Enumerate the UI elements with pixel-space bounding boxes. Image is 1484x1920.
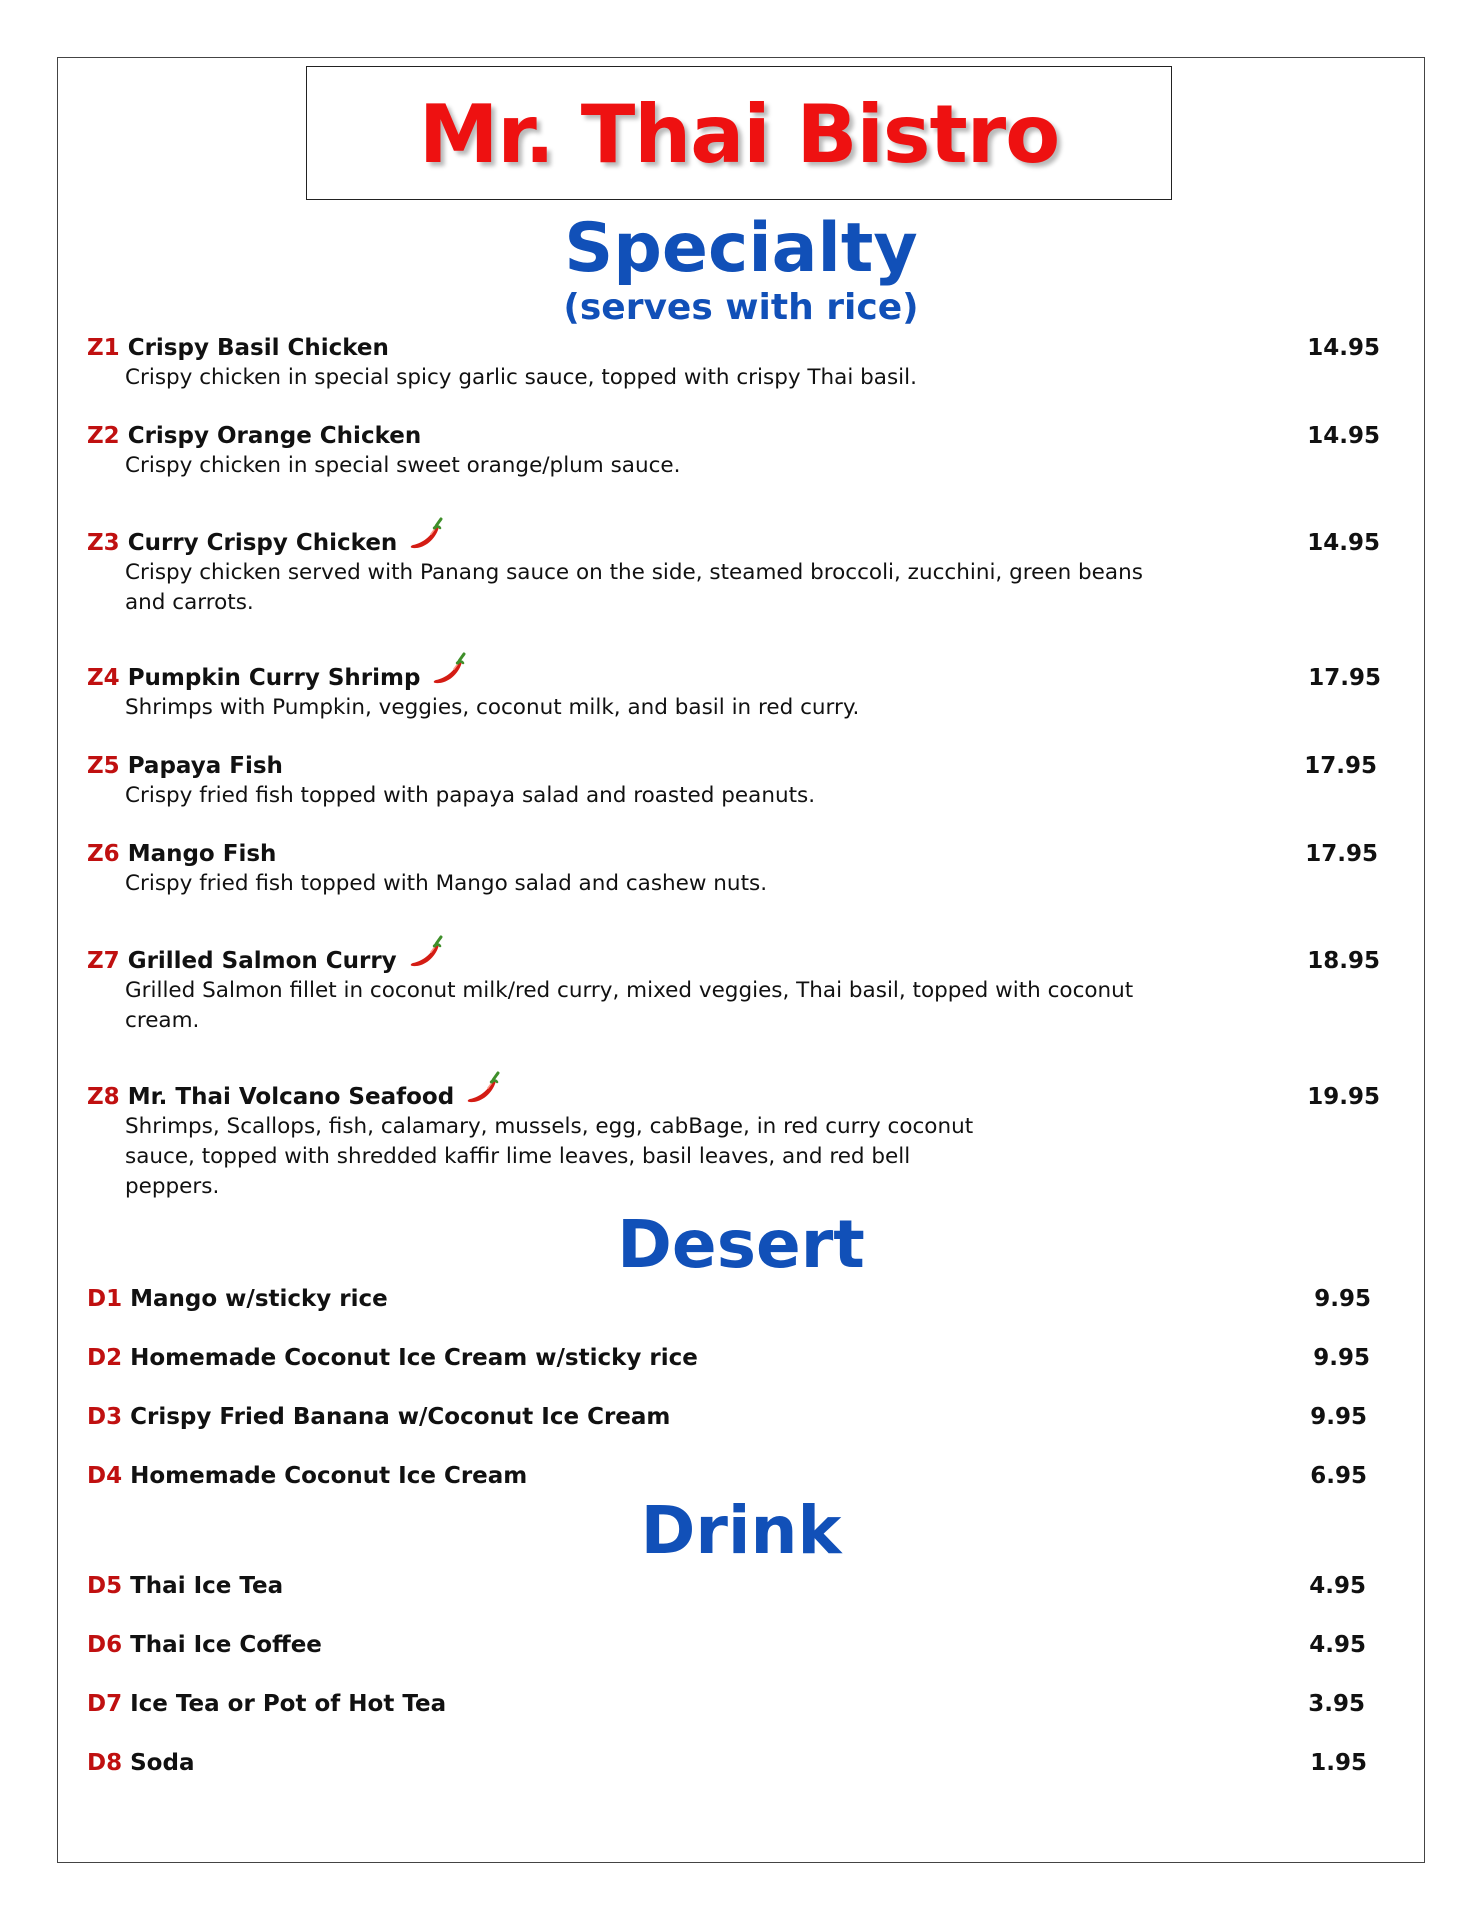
menu-item-d7 xyxy=(87,1689,1367,1719)
specialty-heading: Specialty xyxy=(564,209,918,288)
chili-pepper-icon xyxy=(407,934,449,972)
item-name: Ice Tea or Pot of Hot Tea xyxy=(130,1691,447,1717)
item-price: 4.95 xyxy=(1309,1632,1366,1658)
item-code: Z8 xyxy=(87,1084,120,1110)
menu-item-z2 xyxy=(87,421,1380,481)
menu-item-z1 xyxy=(87,333,1380,393)
item-name: Mr. Thai Volcano Seafood xyxy=(127,1084,455,1110)
restaurant-name: Mr. Thai Bistro xyxy=(418,88,1060,181)
item-code: D1 xyxy=(87,1286,123,1312)
menu-item-d1 xyxy=(87,1284,1371,1314)
menu-item-d4 xyxy=(87,1461,1367,1491)
item-description: Shrimps with Pumpkin, veggies, coconut milk, and basil in red curry. xyxy=(125,695,860,720)
chili-pepper-icon xyxy=(464,1070,506,1108)
item-description: Grilled Salmon fillet in coconut milk/red curry, mixed veggies, Thai basil, topped with coconut cream. xyxy=(125,978,1134,1033)
item-code: D3 xyxy=(87,1404,123,1430)
item-price: 3.95 xyxy=(1308,1691,1365,1717)
menu-item-z3 xyxy=(87,528,1380,618)
item-name: Soda xyxy=(130,1750,195,1776)
item-description: Crispy chicken served with Panang sauce on the side, steamed broccoli, zucchini, green beans and carrots. xyxy=(125,560,1143,615)
item-code: Z5 xyxy=(87,753,120,779)
item-code: Z7 xyxy=(87,948,120,974)
item-code: D6 xyxy=(87,1632,123,1658)
chili-pepper-icon xyxy=(430,651,472,689)
item-name: Grilled Salmon Curry xyxy=(127,948,397,974)
menu-item-d3 xyxy=(87,1402,1367,1432)
item-price: 14.95 xyxy=(1307,335,1380,361)
item-price: 4.95 xyxy=(1309,1573,1366,1599)
item-name: Thai Ice Coffee xyxy=(130,1632,322,1658)
menu-item-z7 xyxy=(87,946,1380,1036)
chili-pepper-icon xyxy=(407,516,449,554)
item-code: Z3 xyxy=(87,530,120,556)
item-description: Crispy chicken in special spicy garlic sauce, topped with crispy Thai basil. xyxy=(125,365,917,390)
item-price: 9.95 xyxy=(1310,1404,1367,1430)
item-price: 18.95 xyxy=(1307,948,1380,974)
menu-item-z5 xyxy=(87,751,1377,811)
item-name: Crispy Basil Chicken xyxy=(127,335,389,361)
item-price: 9.95 xyxy=(1313,1345,1370,1371)
item-description: Shrimps, Scallops, fish, calamary, mussels, egg, cabBage, in red curry coconut sauce, topped with shredded kaffir lime leaves, basil leaves, and red bell peppers. xyxy=(125,1114,974,1199)
item-price: 14.95 xyxy=(1307,530,1380,556)
item-code: D2 xyxy=(87,1345,123,1371)
menu-item-z6 xyxy=(87,839,1378,899)
item-price: 6.95 xyxy=(1310,1463,1367,1489)
item-code: D5 xyxy=(87,1573,123,1599)
item-code: D4 xyxy=(87,1463,123,1489)
item-price: 1.95 xyxy=(1310,1750,1367,1776)
item-price: 17.95 xyxy=(1308,665,1381,691)
item-code: Z2 xyxy=(87,423,120,449)
item-name: Papaya Fish xyxy=(127,753,283,779)
item-description: Crispy chicken in special sweet orange/plum sauce. xyxy=(125,453,681,478)
item-price: 19.95 xyxy=(1307,1084,1380,1110)
drink-heading: Drink xyxy=(640,1492,842,1569)
menu-item-d5 xyxy=(87,1571,1367,1601)
item-name: Curry Crispy Chicken xyxy=(127,530,398,556)
item-description: Crispy fried fish topped with papaya salad and roasted peanuts. xyxy=(125,783,816,808)
item-price: 9.95 xyxy=(1314,1286,1371,1312)
item-name: Mango Fish xyxy=(127,841,277,867)
desert-heading: Desert xyxy=(617,1206,865,1283)
item-name: Thai Ice Tea xyxy=(130,1573,284,1599)
item-code: D8 xyxy=(87,1750,123,1776)
specialty-subheading: (serves with rice) xyxy=(563,287,919,328)
item-code: Z4 xyxy=(87,665,120,691)
item-name: Homemade Coconut Ice Cream xyxy=(130,1463,528,1489)
item-name: Pumpkin Curry Shrimp xyxy=(127,665,421,691)
item-code: D7 xyxy=(87,1691,123,1717)
item-price: 17.95 xyxy=(1305,841,1378,867)
menu-item-z4 xyxy=(87,663,1381,723)
item-name: Mango w/sticky rice xyxy=(130,1286,388,1312)
menu-item-z8 xyxy=(87,1082,1380,1202)
restaurant-title-box xyxy=(306,66,1172,200)
menu-item-d2 xyxy=(87,1343,1370,1373)
item-name: Homemade Coconut Ice Cream w/sticky rice xyxy=(130,1345,698,1371)
item-name: Crispy Fried Banana w/Coconut Ice Cream xyxy=(130,1404,671,1430)
item-code: Z6 xyxy=(87,841,120,867)
menu-item-d6 xyxy=(87,1630,1367,1660)
item-price: 17.95 xyxy=(1304,753,1377,779)
menu-item-d8 xyxy=(87,1748,1367,1778)
item-code: Z1 xyxy=(87,335,120,361)
item-description: Crispy fried fish topped with Mango salad and cashew nuts. xyxy=(125,871,768,896)
item-price: 14.95 xyxy=(1307,423,1380,449)
item-name: Crispy Orange Chicken xyxy=(127,423,422,449)
